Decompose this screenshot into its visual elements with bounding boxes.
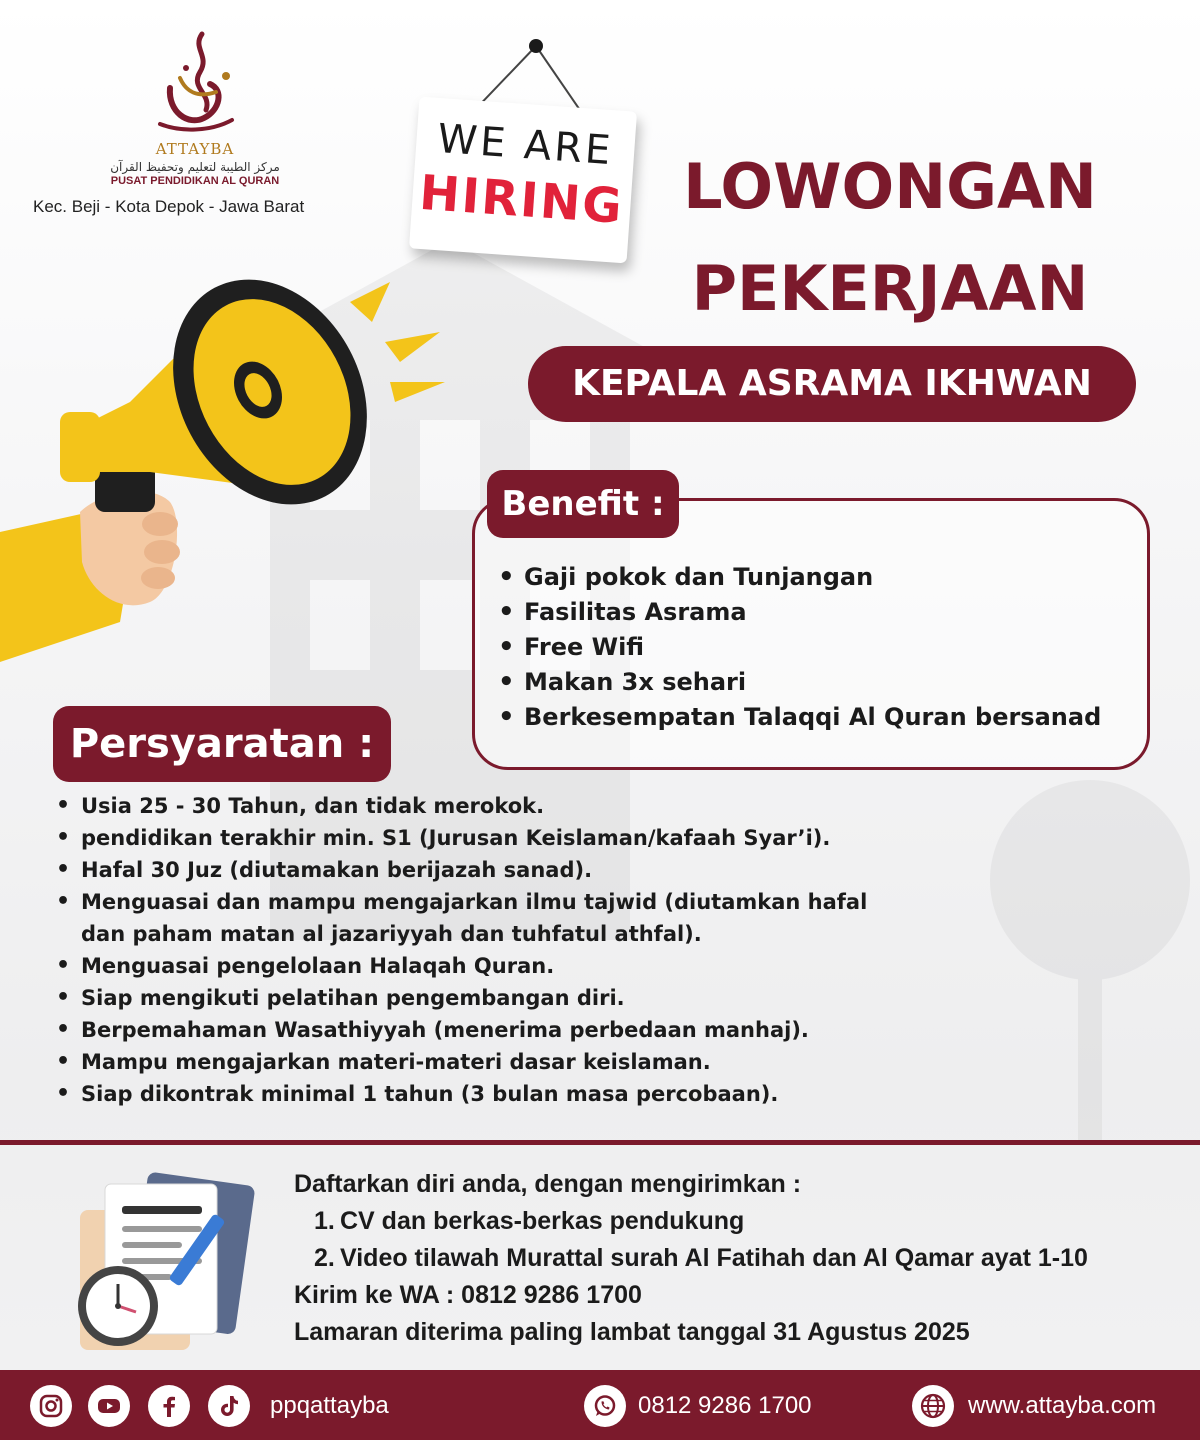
apply-step-number: 1.	[314, 1207, 335, 1235]
application-info	[294, 1166, 1174, 1351]
apply-step-text: Video tilawah Murattal surah Al Fatihah dan Al Qamar ayat 1-10	[340, 1244, 1088, 1272]
documents-clock-illustration	[60, 1170, 260, 1360]
background-tree-image	[980, 760, 1200, 1140]
requirement-item: • Menguasai dan mampu mengajarkan ilmu tajwid (diutamkan hafal	[56, 886, 936, 918]
apply-deadline: Lamaran diterima paling lambat tanggal 31 Agustus 2025	[294, 1318, 970, 1346]
requirement-item: • Usia 25 - 30 Tahun, dan tidak merokok.	[56, 790, 936, 822]
apply-contact: Kirim ke WA : 0812 9286 1700	[294, 1281, 642, 1309]
youtube-icon[interactable]	[88, 1385, 130, 1427]
footer-bar	[0, 1370, 1200, 1440]
attayba-calligraphy-emblem	[140, 28, 250, 138]
facebook-icon[interactable]	[148, 1385, 190, 1427]
requirement-item: • Menguasai pengelolaan Halaqah Quran.	[56, 950, 936, 982]
benefit-list	[498, 560, 1138, 735]
sign-line-we-are: WE ARE	[436, 116, 615, 175]
footer-website[interactable]: www.attayba.com	[968, 1392, 1157, 1419]
apply-step-2	[294, 1240, 1174, 1277]
sign-card	[409, 97, 637, 264]
benefit-heading: Benefit :	[487, 470, 679, 538]
requirement-item: • Mampu mengajarkan materi-materi dasar keislaman.	[56, 1046, 936, 1078]
benefit-item: • Fasilitas Asrama	[498, 595, 1138, 630]
requirements-heading: Persyaratan :	[53, 706, 391, 782]
apply-intro: Daftarkan diri anda, dengan mengirimkan :	[294, 1170, 802, 1198]
attayba-logo	[90, 28, 300, 187]
requirement-item: • pendidikan terakhir min. S1 (Jurusan Keislaman/kafaah Syar’i).	[56, 822, 936, 854]
title-pekerjaan: PEKERJAAN	[691, 252, 1089, 325]
sign-line-hiring: HIRING	[417, 164, 626, 236]
footer-phone[interactable]: 0812 9286 1700	[638, 1392, 812, 1419]
apply-step-1	[294, 1203, 1174, 1240]
requirement-item: • Hafal 30 Juz (diutamakan berijazah sanad).	[56, 854, 936, 886]
we-are-hiring-sign	[400, 38, 650, 268]
benefit-item: • Gaji pokok dan Tunjangan	[498, 560, 1138, 595]
location-text: Kec. Beji - Kota Depok - Jawa Barat	[33, 197, 305, 216]
logo-brand-name: ATTAYBA	[155, 140, 235, 158]
whatsapp-icon[interactable]	[584, 1385, 626, 1427]
requirement-item: • Siap mengikuti pelatihan pengembangan diri.	[56, 982, 936, 1014]
apply-step-text: CV dan berkas-berkas pendukung	[340, 1207, 745, 1235]
requirement-item-continuation: dan paham matan al jazariyyah dan tuhfatul athfal).	[81, 922, 702, 946]
section-divider	[0, 1140, 1200, 1145]
title-lowongan: LOWONGAN	[683, 150, 1097, 223]
logo-subtitle: PUSAT PENDIDIKAN AL QURAN	[110, 175, 280, 187]
requirement-item: • Berpemahaman Wasathiyyah (menerima perbedaan manhaj).	[56, 1014, 936, 1046]
apply-step-number: 2.	[314, 1244, 335, 1272]
requirement-item: • Siap dikontrak minimal 1 tahun (3 bulan masa percobaan).	[56, 1078, 936, 1110]
position-badge: KEPALA ASRAMA IKHWAN	[528, 346, 1136, 422]
globe-icon[interactable]	[912, 1385, 954, 1427]
social-handle[interactable]: ppqattayba	[270, 1392, 389, 1419]
benefit-item: • Makan 3x sehari	[498, 665, 1138, 700]
megaphone-illustration	[0, 262, 450, 672]
requirements-list	[56, 790, 936, 1110]
benefit-item: • Free Wifi	[498, 630, 1138, 665]
instagram-icon[interactable]	[30, 1385, 72, 1427]
benefit-item: • Berkesempatan Talaqqi Al Quran bersanad	[498, 700, 1138, 735]
tiktok-icon[interactable]	[208, 1385, 250, 1427]
logo-arabic-name: مركز الطيبة لتعليم وتحفيظ القرآن	[110, 160, 280, 174]
